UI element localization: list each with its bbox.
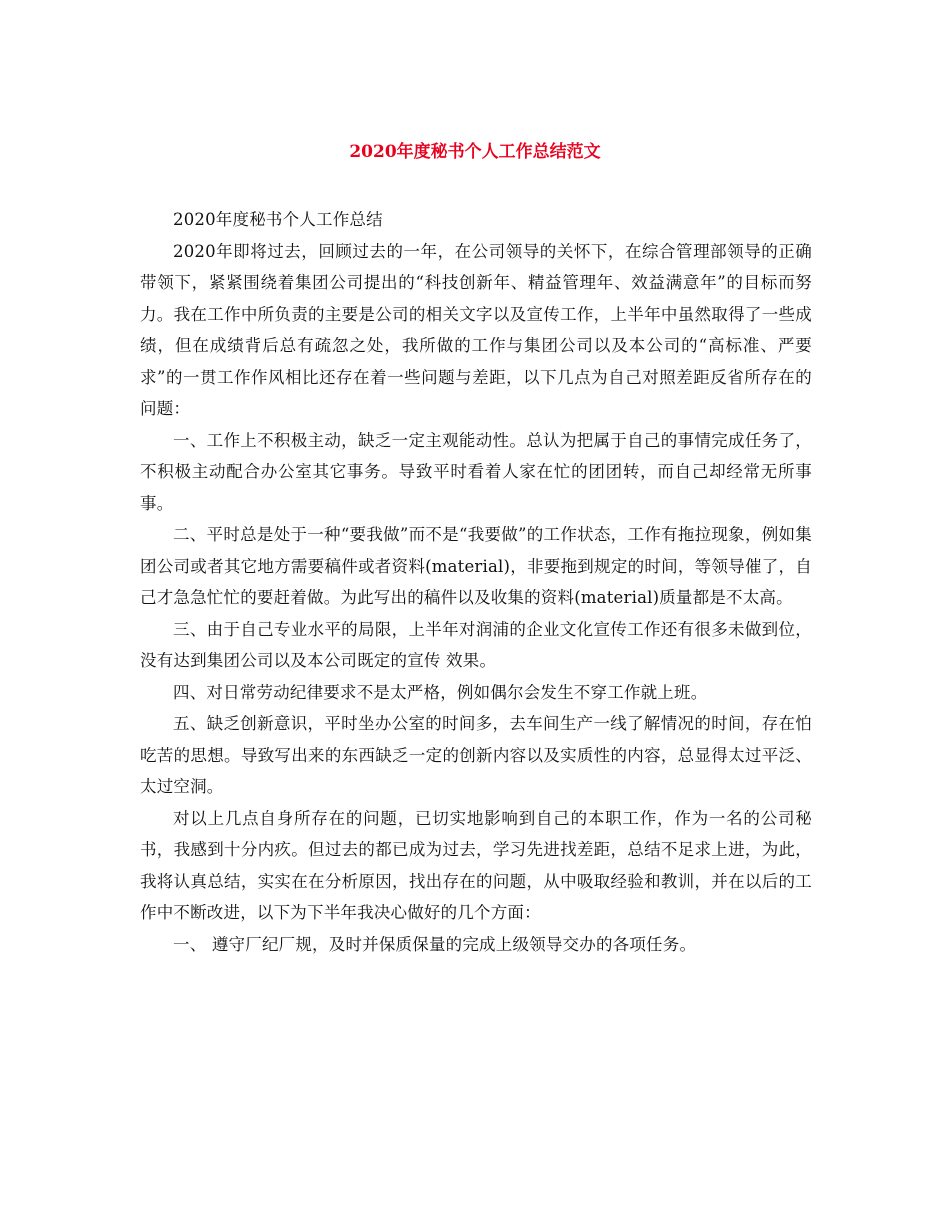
document-body bbox=[140, 204, 812, 960]
paragraph-intro: 2020年即将过去，回顾过去的一年，在公司领导的关怀下，在综合管理部领导的正确带领下，紧紧围绕着集团公司提出的“科技创新年、精益管理年、效益满意年”的目标而努力。我在工作中所负责的主要是公司的相关文字以及宣传工作，上半年中虽然取得了一些成绩，但在成绩背后总有疏忽之处，我所做的工作与集团公司以及本公司的“高标准、严要求”的一贯工作作风相比还存在着一些问题与差距，以下几点为自己对照差距反省所存在的问题： bbox=[140, 241, 812, 418]
paragraph-issue-3: 三、由于自己专业水平的局限，上半年对润浦的企业文化宣传工作还有很多未做到位，没有达到集团公司以及本公司既定的宣传 效果。 bbox=[140, 619, 812, 670]
paragraph-issue-5: 五、缺乏创新意识，平时坐办公室的时间多，去车间生产一线了解情况的时间，存在怕吃苦的思想。导致写出来的东西缺乏一定的创新内容以及实质性的内容，总显得太过平泛、太过空洞。 bbox=[140, 714, 812, 796]
paragraph-plan-1: 一、 遵守厂纪厂规，及时并保质保量的完成上级领导交办的各项任务。 bbox=[173, 934, 697, 954]
paragraph-reflection: 对以上几点自身所存在的问题，已切实地影响到自己的本职工作，作为一名的公司秘书，我感到十分内疚。但过去的都已成为过去，学习先进找差距，总结不足求上进，为此，我将认真总结，实实在在分析原因，找出存在的问题，从中吸取经验和教训，并在以后的工作中不断改进，以下为下半年我决心做好的几个方面： bbox=[140, 808, 812, 922]
paragraph-issue-2: 二、平时总是处于一种“要我做”而不是“我要做”的工作状态，工作有拖拉现象，例如集团公司或者其它地方需要稿件或者资料(material)，非要拖到规定的时间，等领导催了，自己才急急忙忙的要赶着做。为此写出的稿件以及收集的资料(material)质量都是不太高。 bbox=[140, 525, 812, 607]
paragraph-issue-1: 一、工作上不积极主动，缺乏一定主观能动性。总认为把属于自己的事情完成任务了，不积极主动配合办公室其它事务。导致平时看着人家在忙的团团转，而自己却经常无所事事。 bbox=[140, 430, 812, 513]
paragraph-issue-4: 四、对日常劳动纪律要求不是太严格，例如偶尔会发生不穿工作就上班。 bbox=[173, 682, 708, 702]
paragraph-heading: 2020年度秘书个人工作总结 bbox=[173, 210, 383, 229]
document-title: 2020年度秘书个人工作总结范文 bbox=[349, 142, 601, 162]
